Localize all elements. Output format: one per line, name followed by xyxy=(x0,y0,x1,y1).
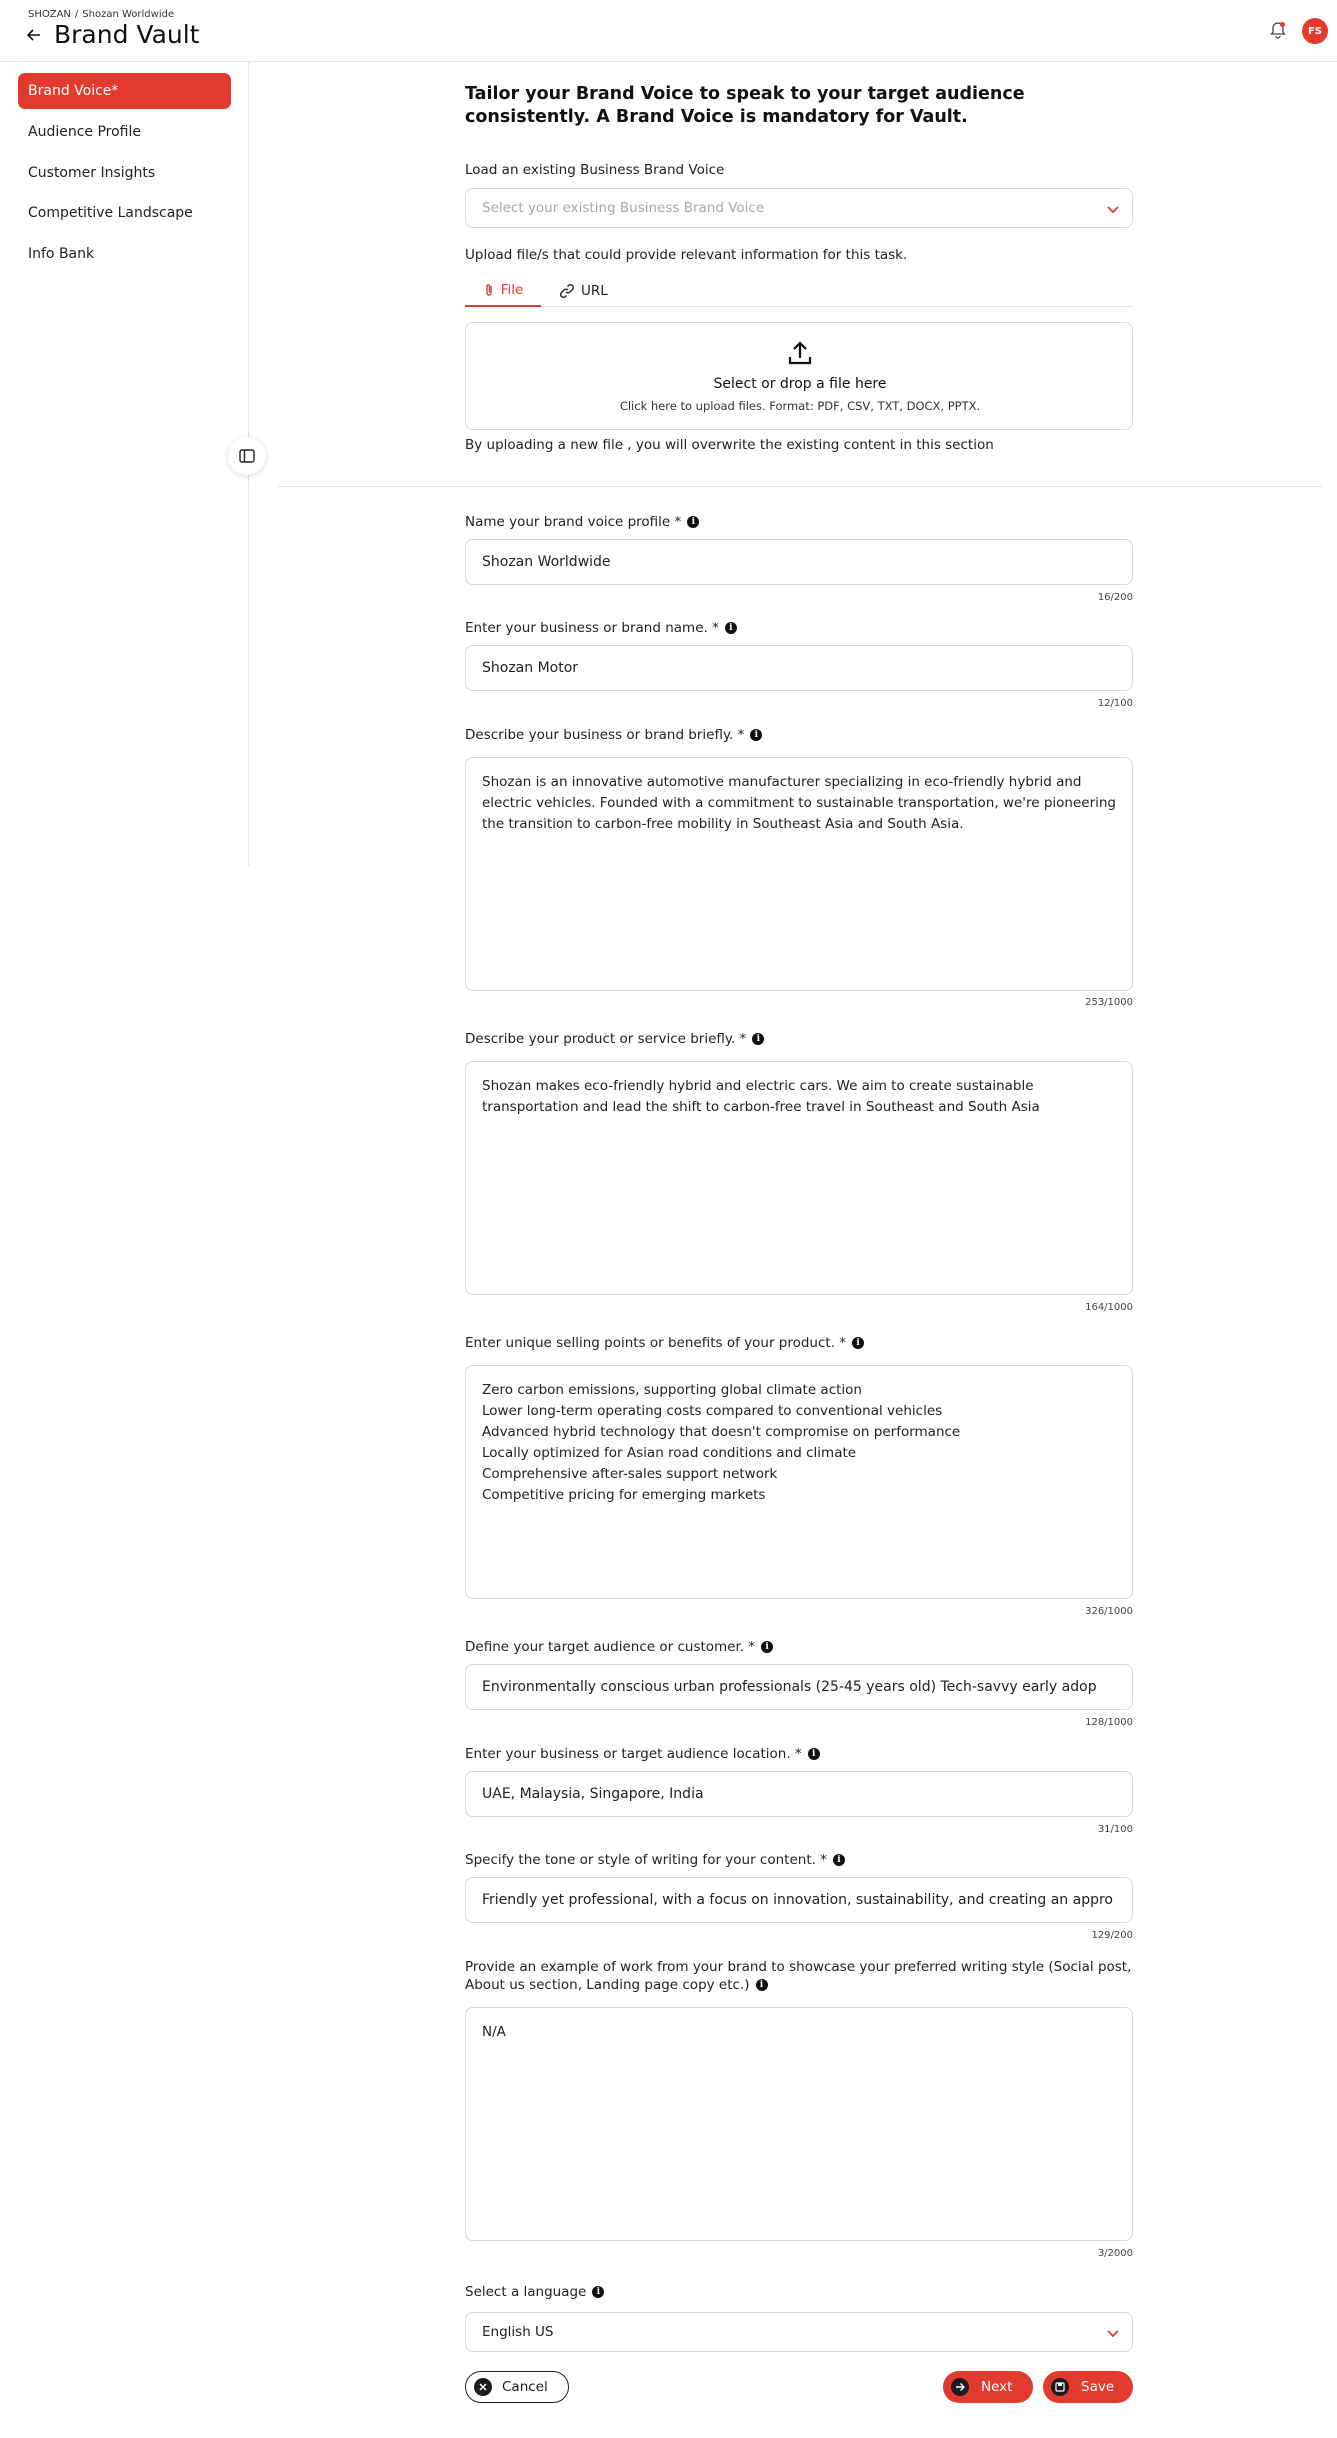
info-icon[interactable]: i xyxy=(852,1337,864,1349)
audience-value: Environmentally conscious urban professionals (25-45 years old) Tech-savvy early adop xyxy=(482,1679,1097,1695)
usp-label-text: Enter unique selling points or benefits of your product. * xyxy=(465,1335,847,1351)
sidebar-item-brand-voice[interactable]: Brand Voice* xyxy=(18,73,231,109)
save-button-label: Save xyxy=(1081,2379,1115,2395)
arrow-right-icon xyxy=(951,2378,969,2396)
tab-url[interactable] xyxy=(559,275,608,307)
brand-name-label xyxy=(465,620,737,636)
breadcrumb xyxy=(28,9,174,20)
save-icon xyxy=(1051,2378,1069,2396)
usp-counter: 326/1000 xyxy=(1085,1606,1133,1617)
sidebar-toggle-icon xyxy=(238,447,256,465)
tone-counter: 129/200 xyxy=(1091,1930,1133,1941)
location-input[interactable] xyxy=(465,1771,1133,1817)
info-icon[interactable]: i xyxy=(752,1033,764,1045)
cancel-button-label: Cancel xyxy=(502,2379,548,2395)
example-label-text-2: About us section, Landing page copy etc.) xyxy=(465,1977,750,1993)
info-icon[interactable]: i xyxy=(725,622,737,634)
profile-name-label-text: Name your brand voice profile * xyxy=(465,514,682,530)
sidebar-item-info-bank[interactable]: Info Bank xyxy=(28,246,95,262)
upload-label-text: Upload file/s that could provide relevant information for this task. xyxy=(465,247,908,263)
info-icon[interactable]: i xyxy=(833,1854,845,1866)
upload-icon xyxy=(786,339,814,367)
brand-name-input[interactable] xyxy=(465,645,1133,691)
tab-file-label: File xyxy=(500,282,524,298)
brand-desc-label xyxy=(465,727,762,743)
profile-name-counter: 16/200 xyxy=(1097,592,1133,603)
product-desc-textarea[interactable]: Shozan makes eco-friendly hybrid and electric cars. We aim to create sustainable transportation and lead the shift to carbon-free travel in Southeast and South Asia xyxy=(465,1061,1133,1295)
cancel-button[interactable] xyxy=(465,2371,569,2403)
usp-textarea[interactable]: Zero carbon emissions, supporting global climate action Lower long-term operating costs compared to conventional vehicles Advanced hybrid technology that doesn't compromise on performance Locally optimized for Asian road conditions and climate Comprehensive after-sales support network Competitive pricing for emerging markets xyxy=(465,1365,1133,1599)
info-icon[interactable]: i xyxy=(592,2286,604,2298)
audience-counter: 128/1000 xyxy=(1085,1717,1133,1728)
avatar[interactable]: FS xyxy=(1302,18,1328,44)
brand-desc-textarea[interactable]: Shozan is an innovative automotive manufacturer specializing in eco-friendly hybrid and electric vehicles. Founded with a commitment to sustainable transportation, we're pioneering the transition to carbon-free mobility in Southeast Asia and South Asia. xyxy=(465,757,1133,991)
section-divider xyxy=(278,486,1322,487)
profile-name-label xyxy=(465,514,699,530)
usp-label xyxy=(465,1335,864,1351)
language-select[interactable] xyxy=(465,2312,1133,2352)
upload-tabs xyxy=(465,275,1133,307)
breadcrumb-separator: / xyxy=(74,9,79,20)
tone-label-text: Specify the tone or style of writing for your content. * xyxy=(465,1852,827,1868)
paperclip-icon xyxy=(483,283,495,297)
tab-file[interactable] xyxy=(465,275,541,307)
breadcrumb-item-workspace[interactable]: Shozan Worldwide xyxy=(82,9,175,20)
sidebar-item-customer-insights[interactable]: Customer Insights xyxy=(28,165,156,181)
upload-label xyxy=(465,247,907,263)
audience-label-text: Define your target audience or customer. * xyxy=(465,1639,756,1655)
location-counter: 31/100 xyxy=(1097,1824,1133,1835)
brand-desc-counter: 253/1000 xyxy=(1085,997,1133,1008)
info-icon[interactable]: i xyxy=(761,1641,773,1653)
brand-desc-label-text: Describe your business or brand briefly. * xyxy=(465,727,745,743)
info-icon[interactable]: i xyxy=(750,729,762,741)
location-label-text: Enter your business or target audience location. * xyxy=(465,1746,802,1762)
dropzone-subtitle: Click here to upload files. Format: PDF, CSV, TXT, DOCX, PPTX. xyxy=(619,399,981,413)
example-label-text-1: Provide an example of work from your brand to showcase your preferred writing style (Social post, xyxy=(465,1959,1132,1975)
overwrite-note: By uploading a new file , you will overwrite the existing content in this section xyxy=(465,437,994,453)
brand-name-value: Shozan Motor xyxy=(482,660,579,676)
notification-bell-icon[interactable] xyxy=(1268,20,1288,40)
sidebar-item-competitive-landscape[interactable]: Competitive Landscape xyxy=(28,205,193,221)
app-header xyxy=(0,0,1337,62)
next-button[interactable] xyxy=(943,2371,1033,2403)
next-button-label: Next xyxy=(981,2379,1013,2395)
product-desc-label-text: Describe your product or service briefly. * xyxy=(465,1031,747,1047)
existing-brand-voice-select[interactable] xyxy=(465,188,1133,228)
language-value: English US xyxy=(482,2324,554,2340)
sidebar-collapse-button[interactable] xyxy=(228,437,266,475)
load-brand-voice-label-text: Load an existing Business Brand Voice xyxy=(465,162,725,178)
example-textarea[interactable]: N/A xyxy=(465,2007,1133,2241)
breadcrumb-item-org[interactable]: SHOZAN xyxy=(28,9,71,20)
location-value: UAE, Malaysia, Singapore, India xyxy=(482,1786,704,1802)
audience-label xyxy=(465,1639,773,1655)
tab-url-label: URL xyxy=(581,283,608,299)
brand-name-label-text: Enter your business or brand name. * xyxy=(465,620,719,636)
dropzone-title: Select or drop a file here xyxy=(713,376,887,392)
example-label-line2 xyxy=(465,1977,768,1993)
link-icon xyxy=(559,283,575,299)
sidebar xyxy=(0,62,249,866)
file-dropzone[interactable] xyxy=(465,322,1133,430)
close-icon xyxy=(474,2378,492,2396)
save-button[interactable] xyxy=(1043,2371,1133,2403)
chevron-down-icon xyxy=(1106,2326,1120,2340)
info-icon[interactable]: i xyxy=(808,1748,820,1760)
tone-value: Friendly yet professional, with a focus on innovation, sustainability, and creating an appro xyxy=(482,1892,1113,1908)
page-title: Brand Vault xyxy=(54,20,200,49)
info-icon[interactable]: i xyxy=(756,1979,768,1991)
sidebar-item-audience-profile[interactable]: Audience Profile xyxy=(28,124,142,140)
audience-input[interactable] xyxy=(465,1664,1133,1710)
load-brand-voice-label xyxy=(465,162,724,178)
profile-name-input[interactable] xyxy=(465,539,1133,585)
back-arrow-icon[interactable] xyxy=(26,27,42,43)
intro-heading: Tailor your Brand Voice to speak to your target audience consistently. A Brand Voice is mandatory for Vault. xyxy=(465,84,1025,127)
profile-name-value: Shozan Worldwide xyxy=(482,554,611,570)
example-label-line1 xyxy=(465,1959,1131,1975)
product-desc-counter: 164/1000 xyxy=(1085,1302,1133,1313)
tone-input[interactable] xyxy=(465,1877,1133,1923)
product-desc-label xyxy=(465,1031,764,1047)
example-counter: 3/2000 xyxy=(1097,2248,1133,2259)
location-label xyxy=(465,1746,820,1762)
tone-label xyxy=(465,1852,845,1868)
brand-name-counter: 12/100 xyxy=(1097,698,1133,709)
language-label xyxy=(465,2284,604,2300)
select-placeholder: Select your existing Business Brand Voice xyxy=(482,200,765,216)
info-icon[interactable]: i xyxy=(687,516,699,528)
language-label-text: Select a language xyxy=(465,2284,587,2300)
chevron-down-icon xyxy=(1106,202,1120,216)
